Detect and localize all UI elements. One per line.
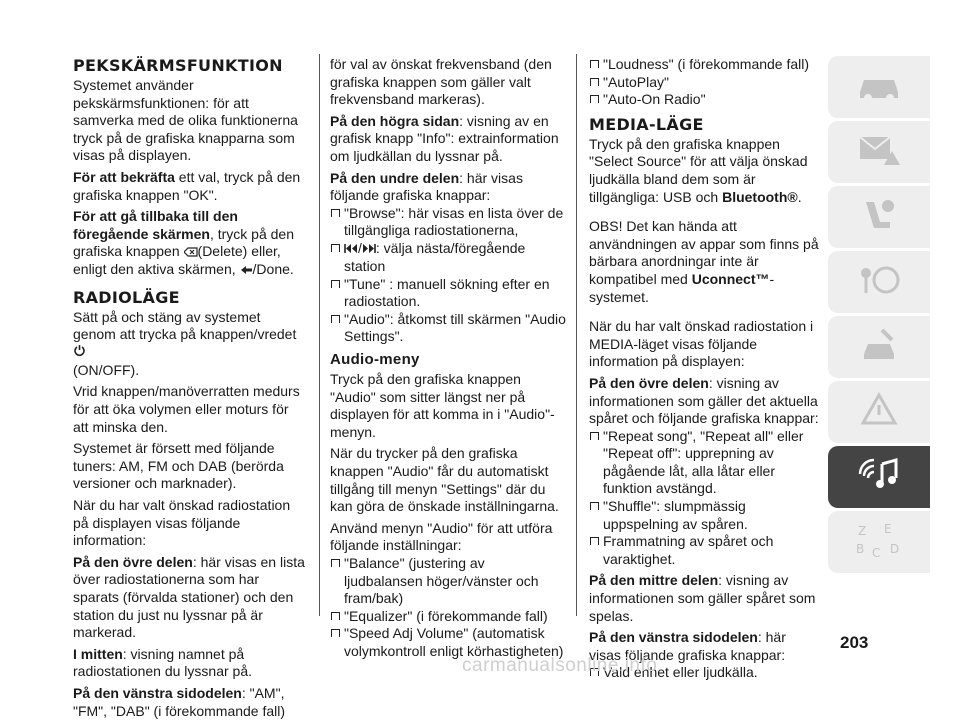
svg-text:D: D bbox=[890, 541, 900, 556]
road-warning-icon bbox=[852, 389, 906, 436]
page-number: 203 bbox=[840, 633, 869, 652]
list-item: "Speed Adj Volume" (automatisk volymkontroll enligt körhastigheten) bbox=[330, 625, 566, 660]
list-item: "AutoPlay" bbox=[589, 74, 819, 92]
list-item: Vald enhet eller ljudkälla. bbox=[589, 664, 819, 682]
heading-audio-meny: Audio-meny bbox=[330, 351, 420, 368]
paragraph: Tryck på den grafiska knappen "Select Source" för att välja önskad ljudkälla bland dem som är tillgängliga: USB och Bluetooth®. bbox=[589, 135, 808, 205]
paragraph: Systemet använder pekskärmsfunktionen: för att samverka med de olika funktionerna tryck på de grafiska knapparna som visas på displayen. bbox=[73, 77, 298, 164]
paragraph: Vrid knappen/manöverratten medurs för att öka volymen eller moturs för att minska den. bbox=[73, 383, 300, 435]
list-item: "Loudness" (i förekommande fall) bbox=[589, 56, 819, 74]
paragraph: OBS! Det kan hända att användningen av appar som finns på bärbara anordningar inte är kompatibel med Uconnect™-systemet. bbox=[589, 218, 819, 305]
tab-index[interactable] bbox=[828, 511, 930, 573]
column-3 bbox=[589, 56, 819, 682]
paragraph: På den övre delen: visning av informationen som gäller det aktuella spåret och följande grafiska knappar: bbox=[589, 374, 819, 427]
mail-warning-icon bbox=[852, 129, 906, 176]
car-icon bbox=[852, 64, 906, 111]
index-letters-icon bbox=[852, 519, 906, 566]
heading-media-lage: MEDIA-LÄGE bbox=[589, 114, 704, 134]
delete-icon bbox=[184, 244, 198, 262]
next-track-icon bbox=[362, 240, 376, 258]
wrench-car-icon bbox=[852, 324, 906, 371]
paragraph: För att bekräfta ett val, tryck på den grafiska knappen "OK". bbox=[73, 168, 301, 203]
column-divider bbox=[576, 54, 577, 616]
list-item: / : välja nästa/föregående station bbox=[330, 240, 566, 276]
paragraph: På den vänstra sidodelen: "AM", "FM", "DAB" (i förekommande fall) bbox=[73, 684, 286, 719]
column-2 bbox=[330, 56, 566, 661]
watermark-text: carmanualsonline.info bbox=[462, 655, 658, 676]
paragraph: På den övre delen: här visas en lista över radiostationerna som har sparats (förvalda stationer) och den station du just nu lyssnar på är markerad. bbox=[73, 553, 305, 641]
power-icon bbox=[73, 344, 86, 362]
previous-track-icon bbox=[344, 240, 358, 258]
paragraph: På den vänstra sidodelen: här visas följande grafiska knappar: bbox=[589, 629, 786, 663]
list-item: "Equalizer" (i förekommande fall) bbox=[330, 608, 566, 626]
column-divider bbox=[319, 54, 320, 616]
paragraph: För att gå tillbaka till den föregående skärmen, tryck på den grafiska knappen (Delete) eller, enligt den aktiva skärmen, /Done. bbox=[73, 208, 305, 279]
column-1 bbox=[73, 56, 305, 724]
list-item: "Repeat song", "Repeat all" eller "Repeat off": upprepning av pågående låt, alla låtar eller funktion avstängd. bbox=[589, 428, 819, 498]
paragraph: I mitten: visning namnet på radiostationen du lyssnar på. bbox=[73, 645, 252, 680]
paragraph: Använd menyn "Audio" för att utföra följande inställningar: bbox=[330, 519, 553, 554]
paragraph: På den mittre delen: visning av informationen som gäller spåret som spelas. bbox=[589, 572, 816, 624]
back-arrow-icon bbox=[240, 262, 253, 280]
paragraph: för val av önskat frekvensband (den grafiska knappen som gäller valt frekvensband markeras). bbox=[330, 56, 552, 108]
list-item: "Auto-On Radio" bbox=[589, 91, 819, 109]
list-item: "Balance" (justering av ljudbalansen höger/vänster och fram/bak) bbox=[330, 555, 566, 608]
paragraph: Systemet är försett med följande tuners: AM, FM och DAB (berörda versioner och marknader). bbox=[73, 440, 284, 492]
paragraph: Sätt på och stäng av systemet genom att trycka på knappen/vredet (ON/OFF). bbox=[73, 308, 297, 378]
list-item: Frammatning av spåret och varaktighet. bbox=[589, 533, 819, 568]
paragraph: När du trycker på den grafiska knappen "Audio" får du automatiskt tillgång till menyn "Settings" där du kan göra de önskade inställningarna. bbox=[330, 445, 559, 515]
heading-pekskarm: PEKSKÄRMSFUNKTION bbox=[73, 56, 283, 75]
paragraph: När du har valt önskad radiostation på displayen visas följande information: bbox=[73, 496, 291, 549]
tab-maintenance[interactable] bbox=[828, 316, 930, 378]
list-item: "Tune" : manuell sökning efter en radiostation. bbox=[330, 276, 566, 311]
airbag-seat-icon bbox=[852, 194, 906, 241]
tab-emergency[interactable] bbox=[828, 381, 930, 443]
list-item: "Audio": åtkomst till skärmen "Audio Settings". bbox=[330, 311, 566, 346]
paragraph: På den högra sidan: visning av en grafisk knapp "Info": extrainformation om ljudkällan du lyssnar på. bbox=[330, 112, 559, 164]
paragraph: När du har valt önskad radiostation i MEDIA-läget visas följande information på displayen: bbox=[589, 318, 814, 370]
heading-radiolage: RADIOLÄGE bbox=[73, 287, 180, 307]
svg-text:C: C bbox=[872, 545, 881, 560]
svg-text:E: E bbox=[884, 521, 892, 536]
paragraph: Tryck på den grafiska knappen "Audio" som sitter längst ner på displayen för att komma in i "Audio"-menyn. bbox=[330, 371, 555, 440]
paragraph: På den undre delen: här visas följande grafiska knappar: bbox=[330, 169, 523, 204]
tab-car[interactable] bbox=[828, 56, 930, 118]
tab-multimedia[interactable] bbox=[828, 446, 930, 508]
svg-text:B: B bbox=[856, 541, 865, 556]
chapter-tabs bbox=[828, 56, 930, 576]
key-steering-icon bbox=[852, 259, 906, 306]
list-item: "Shuffle": slumpmässig uppspelning av spåren. bbox=[589, 498, 819, 533]
svg-text:Z: Z bbox=[858, 523, 867, 538]
multimedia-icon bbox=[852, 454, 906, 501]
tab-safety[interactable] bbox=[828, 186, 930, 248]
tab-driving[interactable] bbox=[828, 251, 930, 313]
tab-warnings[interactable] bbox=[828, 121, 930, 183]
list-item: "Browse": här visas en lista över de tillgängliga radiostationerna, bbox=[330, 205, 566, 240]
